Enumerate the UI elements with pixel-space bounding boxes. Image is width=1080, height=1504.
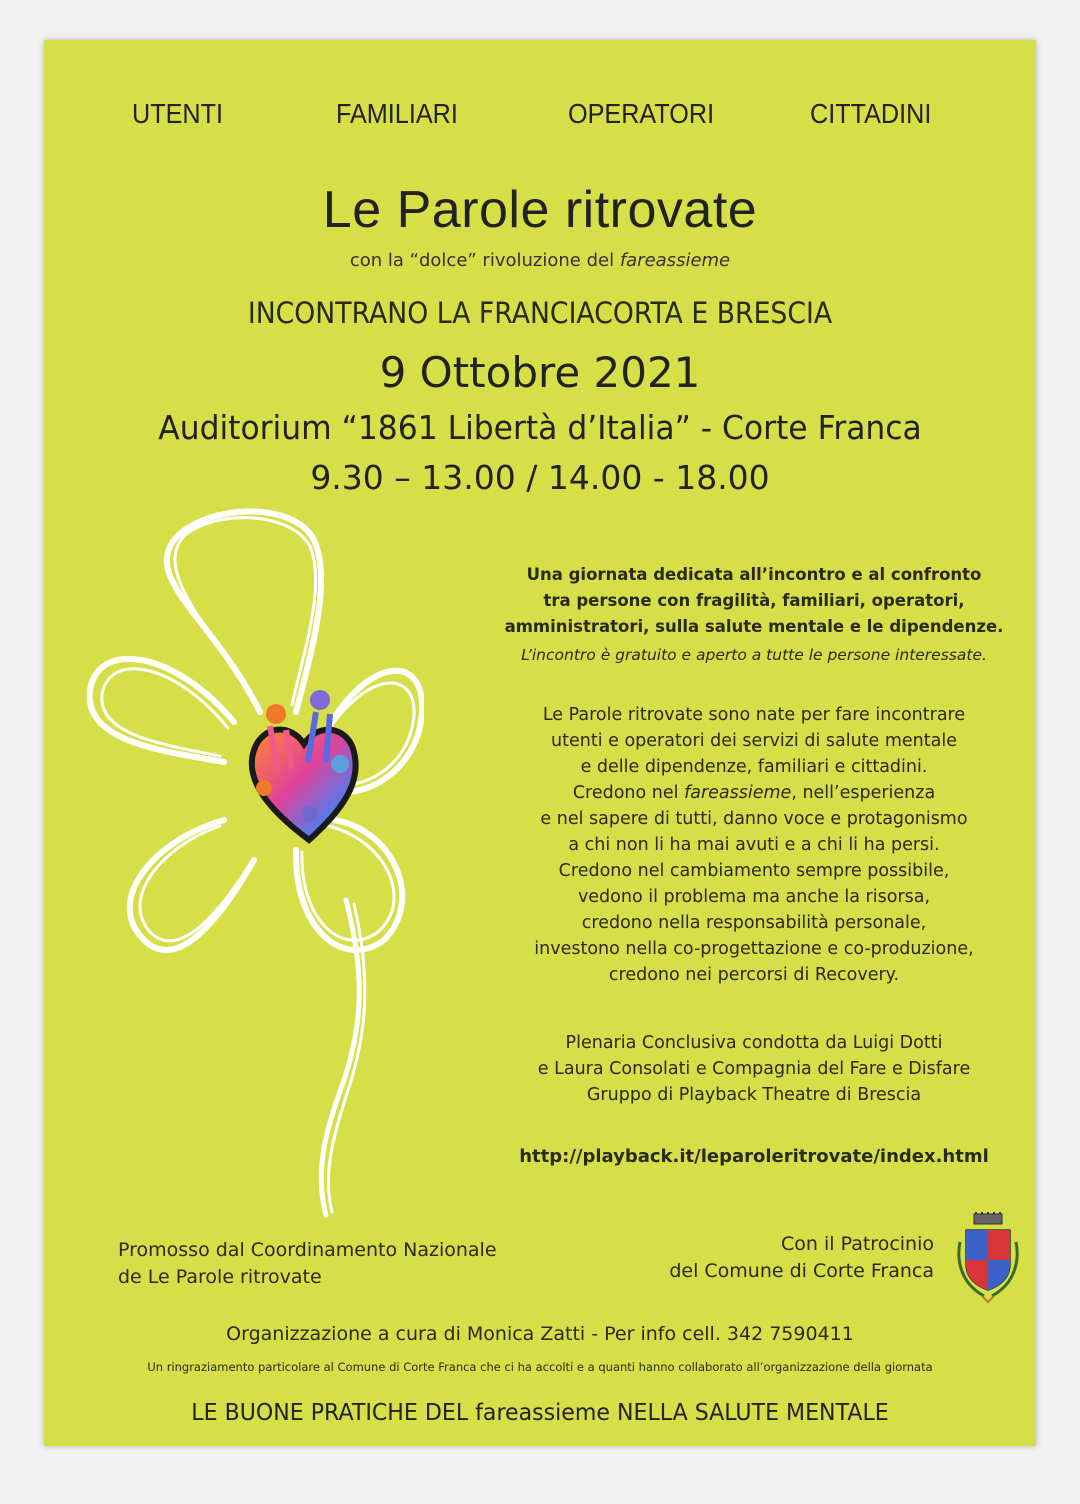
intro-line: tra persone con fragilità, familiari, operatori,: [543, 591, 965, 610]
plenaria-line: Plenaria Conclusiva condotta da Luigi Dotti: [565, 1033, 943, 1053]
plenaria-line: Gruppo di Playback Theatre di Brescia: [586, 1085, 922, 1105]
description-text: Credono nel: [572, 783, 685, 803]
description-line: investono nella co-progettazione e co-produzione,: [534, 939, 974, 959]
audience-familiari: FAMILIARI: [336, 98, 458, 129]
promo-line: Promosso dal Coordinamento Nazionale: [118, 1239, 497, 1261]
audience-operatori: OPERATORI: [568, 98, 715, 129]
audience-row: [44, 98, 1036, 138]
description-emphasis: fareassieme: [684, 783, 792, 803]
municipal-crest-icon: [954, 1212, 1022, 1304]
description-line: Le Parole ritrovate sono nate per fare incontrare: [542, 705, 966, 725]
footer-slogan: LE BUONE PRATICHE DEL fareassieme NELLA SALUTE MENTALE: [191, 1400, 889, 1426]
description-line: vedono il problema ma anche la risorsa,: [577, 887, 931, 907]
intro-free-entry: L’incontro è gratuito e aperto a tutte le persone interessate.: [521, 646, 987, 664]
patronage-line: Con il Patrocinio: [781, 1233, 934, 1255]
organization-info: Organizzazione a cura di Monica Zatti - Per info cell. 342 7590411: [226, 1323, 854, 1345]
description-text: , nell’esperienza: [791, 783, 936, 803]
promo-line: de Le Parole ritrovate: [118, 1266, 322, 1288]
intro-line: amministratori, sulla salute mentale e le dipendenze.: [504, 617, 1004, 636]
promoted-by: [118, 1237, 497, 1291]
intro-block: [444, 562, 1064, 668]
event-date: 9 Ottobre 2021: [379, 348, 701, 397]
page-title: Le Parole ritrovate: [322, 181, 758, 239]
description-block: [444, 702, 1064, 988]
audience-utenti: UTENTI: [132, 98, 223, 129]
patronage-line: del Comune di Corte Franca: [669, 1260, 934, 1282]
plenaria-block: [444, 1030, 1064, 1108]
event-url-link[interactable]: http://playback.it/leparoleritrovate/index.html: [519, 1146, 989, 1167]
flower-icon: [64, 500, 424, 1220]
subtitle: [44, 250, 1036, 271]
description-line: utenti e operatori dei servizi di salute mentale: [551, 731, 957, 751]
subtitle-text: con la “dolce” rivoluzione del: [349, 250, 620, 271]
plenaria-line: e Laura Consolati e Compagnia del Fare e Disfare: [537, 1059, 971, 1079]
event-venue: Auditorium “1861 Libertà d’Italia” - Corte Franca: [158, 408, 922, 447]
description-line: e delle dipendenze, familiari e cittadini.: [580, 757, 928, 777]
description-line: credono nella responsabilità personale,: [581, 913, 927, 933]
event-heading: INCONTRANO LA FRANCIACORTA E BRESCIA: [247, 296, 833, 330]
event-times: 9.30 – 13.00 / 14.00 - 18.00: [310, 458, 770, 497]
audience-cittadini: CITTADINI: [810, 98, 932, 129]
poster: [44, 40, 1036, 1446]
description-line: a chi non li ha mai avuti e a chi li ha persi.: [568, 835, 940, 855]
description-line: credono nei percorsi di Recovery.: [608, 965, 900, 985]
acknowledgements: Un ringraziamento particolare al Comune di Corte Franca che ci ha accolti e a quanti hanno collaborato all’organizzazione della giornata: [147, 1360, 933, 1374]
description-line: [444, 780, 1064, 806]
description-line: e nel sapere di tutti, danno voce e protagonismo: [540, 809, 968, 829]
description-line: Credono nel cambiamento sempre possibile,: [558, 861, 950, 881]
intro-line: Una giornata dedicata all’incontro e al confronto: [526, 565, 982, 584]
patronage: [600, 1231, 934, 1285]
subtitle-emphasis: fareassieme: [619, 250, 731, 271]
